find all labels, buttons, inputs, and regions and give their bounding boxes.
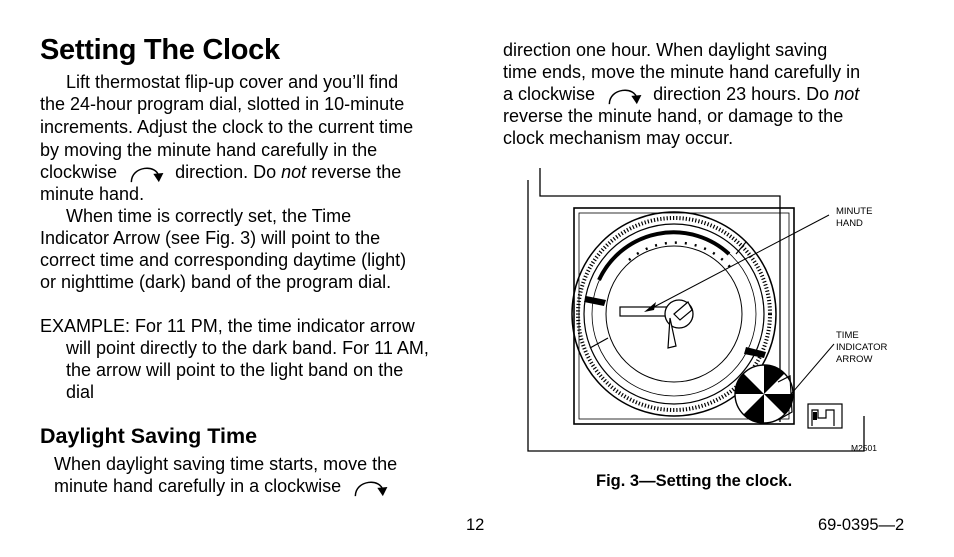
daylight-clockwise: minute hand carefully in a clockwise [54, 476, 342, 496]
time-indicator-label-2: INDICATOR [836, 342, 888, 353]
para2-line4: or nighttime (dark) band of the program dial. [40, 272, 392, 292]
page-number: 12 [466, 516, 485, 534]
col2-line2: time ends, move the minute hand carefully in [503, 62, 861, 82]
para1-not: not [281, 162, 307, 182]
document-number: 69-0395—2 [818, 516, 905, 534]
clockwise-arrow-icon [348, 476, 392, 498]
clockwise-arrow-icon [124, 162, 168, 184]
col2-direction: direction 23 hours. Do [653, 84, 830, 104]
col2-not: not [834, 84, 860, 104]
col2-line5: clock mechanism may occur. [503, 128, 734, 148]
figure-code: M2501 [851, 443, 877, 453]
para1-clockwise: clockwise [40, 162, 118, 182]
para1-reverse: reverse the [311, 162, 402, 182]
clockwise-arrow-icon [602, 84, 646, 106]
daylight-heading: Daylight Saving Time [40, 424, 258, 448]
col2-clockwise: a clockwise [503, 84, 596, 104]
col2-line4: reverse the minute hand, or damage to the [503, 106, 844, 126]
example-line4: dial [66, 382, 95, 402]
col2-line3 [503, 83, 859, 106]
time-indicator-label-1: TIME [836, 330, 859, 341]
example-line3: the arrow will point to the light band on the [66, 360, 404, 380]
para1-line3: increments. Adjust the clock to the current time [40, 117, 414, 137]
para2-line3: correct time and corresponding daytime (light) [40, 250, 407, 270]
col2-line1: direction one hour. When daylight saving [503, 40, 828, 60]
para1-line2: the 24-hour program dial, slotted in 10-minute [40, 94, 405, 114]
para2-line1: When time is correctly set, the Time [66, 206, 352, 226]
para1-direction: direction. Do [175, 162, 277, 182]
para1-line5 [40, 161, 401, 184]
minute-hand-label-2: HAND [836, 218, 863, 229]
minute-hand-label-1: MINUTE [836, 206, 873, 217]
para2-line2: Indicator Arrow (see Fig. 3) will point to the [40, 228, 381, 248]
example-line1: EXAMPLE: For 11 PM, the time indicator arrow [40, 316, 415, 336]
para1-line4: by moving the minute hand carefully in the [40, 140, 378, 160]
para1-line6: minute hand. [40, 184, 145, 204]
para1-line1: Lift thermostat flip-up cover and you’ll find [66, 72, 399, 92]
time-indicator-label-3: ARROW [836, 354, 873, 365]
example-line2: will point directly to the dark band. For 11 AM, [66, 338, 429, 358]
daylight-line1: When daylight saving time starts, move the [54, 454, 398, 474]
figure-caption: Fig. 3—Setting the clock. [596, 472, 793, 490]
daylight-line2 [54, 475, 394, 498]
page-title: Setting The Clock [40, 34, 280, 66]
